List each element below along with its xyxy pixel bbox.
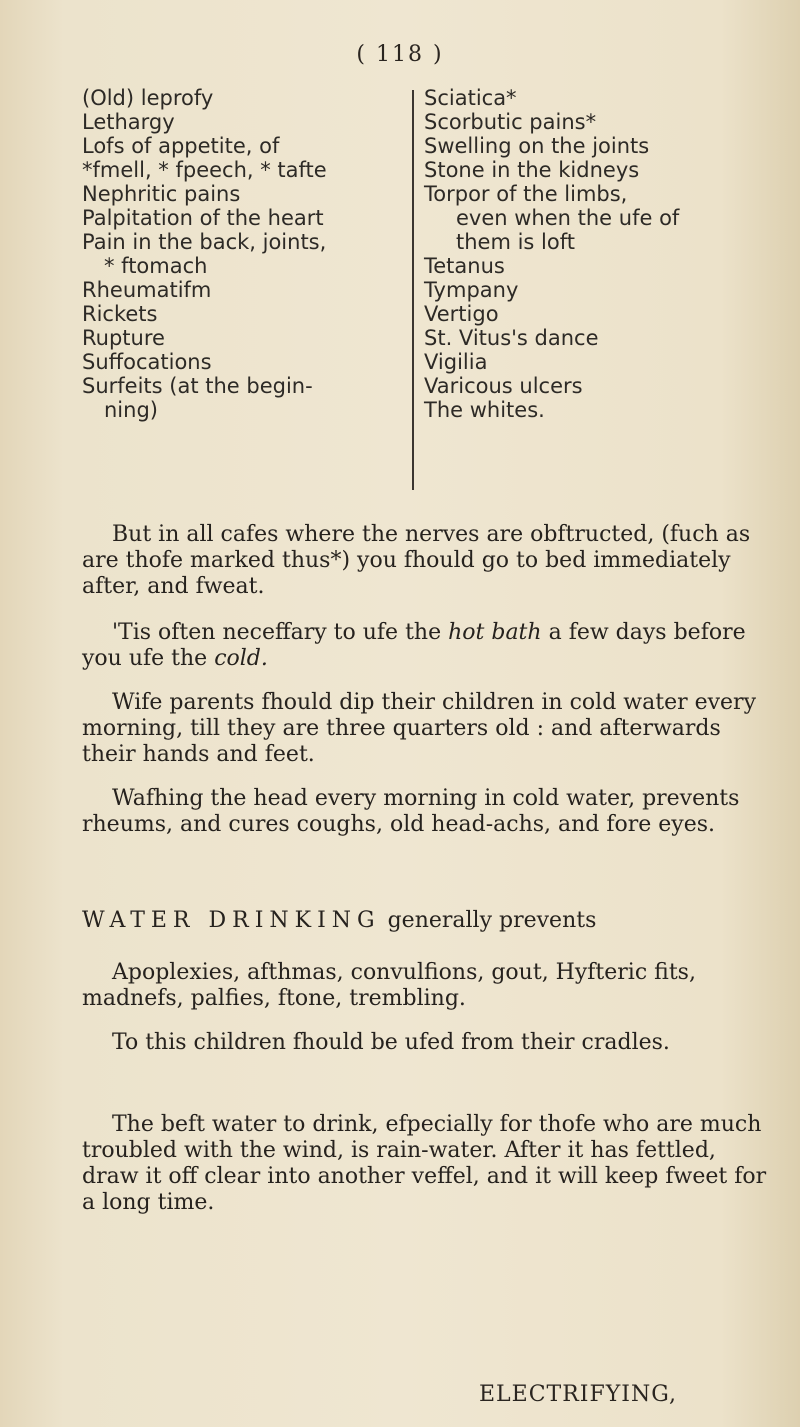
list-item: * ftomach — [104, 254, 208, 278]
left-column-list — [82, 86, 407, 422]
emphasis-cold: cold. — [214, 646, 268, 671]
section-title-rest: generally prevents — [387, 908, 597, 933]
page-number: ( 118 ) — [356, 42, 444, 67]
paragraph-nerves — [82, 522, 770, 600]
paragraph-text: To this children fhould be ufed from their cradles. — [112, 1030, 670, 1055]
list-item: Vertigo — [424, 302, 499, 326]
list-item: *fmell, * fpeech, * tafte — [82, 158, 327, 182]
paragraph-text: Wafhing the head every morning in cold water, prevents rheums, and cures coughs, old head-achs, and fore eyes. — [82, 786, 740, 837]
list-item: Rupture — [82, 326, 165, 350]
list-item: Rickets — [82, 302, 158, 326]
paragraph-text: But in all cafes where the nerves are obftructed, (fuch as are thofe marked thus*) you fhould go to bed immediately after, and fweat. — [82, 522, 751, 599]
list-item: Stone in the kidneys — [424, 158, 640, 182]
list-item: Lethargy — [82, 110, 175, 134]
paragraph-text: Apoplexies, afthmas, convulfions, gout, Hyfteric fits, madnefs, palfies, ftone, trembling. — [82, 960, 696, 1011]
list-item: St. Vitus's dance — [424, 326, 599, 350]
list-item: Surfeits (at the begin- — [82, 374, 313, 398]
list-item: Tetanus — [424, 254, 505, 278]
column-divider — [412, 90, 414, 490]
paragraph-cradles — [82, 1030, 770, 1056]
list-item: Nephritic pains — [82, 182, 241, 206]
paragraph-text: 'Tis often neceffary to ufe the — [112, 620, 442, 645]
list-item: (Old) leprofy — [82, 86, 214, 110]
list-item: even when the ufe of — [456, 206, 680, 230]
list-item: Pain in the back, joints, — [82, 230, 327, 254]
list-item: Rheumatifm — [82, 278, 212, 302]
list-item: Vigilia — [424, 350, 488, 374]
paragraph-text: The beft water to drink, efpecially for thofe who are much troubled with the wind, is rain-water. After it has fettled, draw it off clear into another veffel, and it will keep fweet for a long time. — [82, 1112, 767, 1215]
list-item: Varicous ulcers — [424, 374, 583, 398]
list-item: Swelling on the joints — [424, 134, 650, 158]
paragraph-text: a few days before you ufe the — [82, 620, 746, 671]
paragraph-best-water — [82, 1112, 770, 1216]
list-item: Lofs of appetite, of — [82, 134, 280, 158]
list-item: The whites. — [424, 398, 545, 422]
list-item: Suffocations — [82, 350, 212, 374]
prevents-list — [82, 960, 770, 1012]
paragraph-hot-bath — [82, 620, 770, 672]
emphasis-hot-bath: hot bath — [448, 620, 542, 645]
list-item: Scorbutic pains* — [424, 110, 597, 134]
list-item: Sciatica* — [424, 86, 517, 110]
list-item: them is loft — [456, 230, 575, 254]
paragraph-washing-head — [82, 786, 770, 838]
list-item: Tympany — [424, 278, 519, 302]
paragraph-text: Wife parents fhould dip their children in cold water every morning, till they are three quarters old : and afterwards their hands and feet. — [82, 690, 757, 767]
list-item: ning) — [104, 398, 158, 422]
list-item: Torpor of the limbs, — [424, 182, 628, 206]
right-column-list — [424, 86, 784, 422]
section-water-drinking — [82, 908, 770, 934]
section-title: WATER DRINKING — [82, 908, 381, 933]
list-item: Palpitation of the heart — [82, 206, 324, 230]
paragraph-children-dip — [82, 690, 770, 768]
catchword: ELECTRIFYING, — [479, 1382, 678, 1407]
